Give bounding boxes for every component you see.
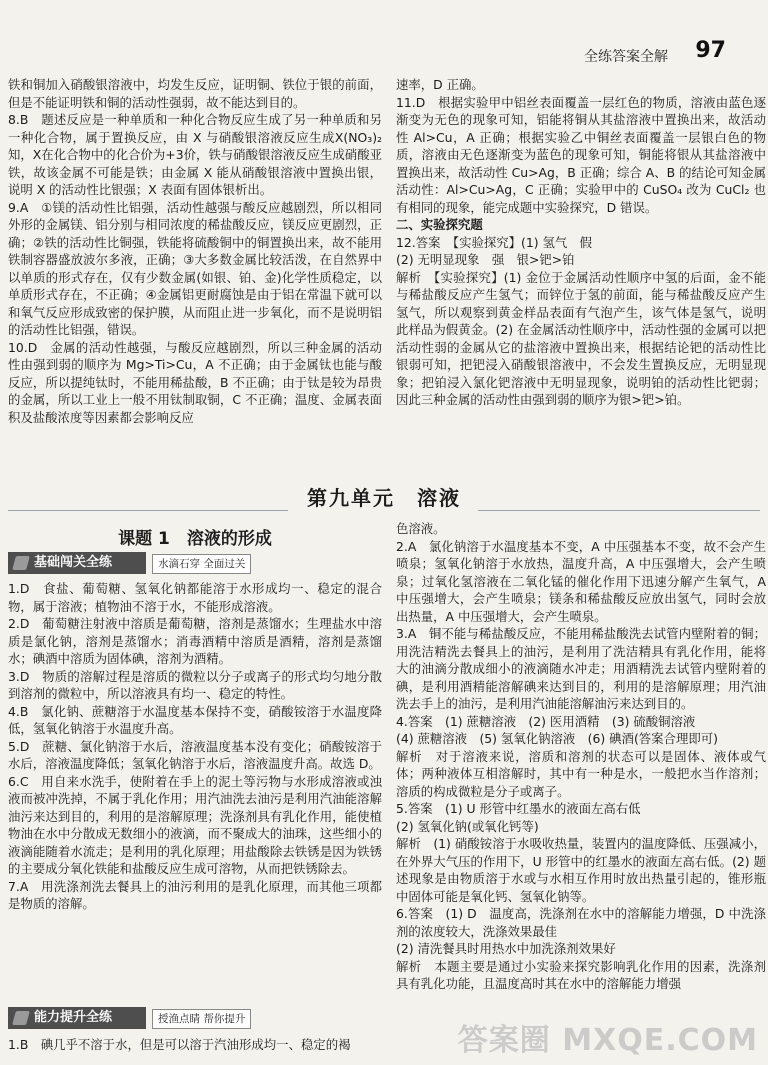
unit-title: 第九单元 溶液 <box>307 486 461 510</box>
explanation-12: 解析 【实验探究】(1) 金位于金属活动性顺序中氢的后面，金不能与稀盐酸反应产生氢气；而锌位于氢的前面，能与稀盐酸反应产生氢气，所以观察到黄金样品表面有气泡产生，该气体是氢气，说明此样品为假黄金。(2) 在金属活动性顺序中，活动性强的金属可以把活动性弱的金属从它的盐溶液中置换出来，根据结论钯的活动性比银弱可知，把钯浸入硝酸银溶液中，不会发生置换反应，无明显现象；把铂浸入氯化钯溶液中无明显现象，说明铂的活动性比钯弱；因此三种金属的活动性由强到弱的顺序为银>钯>铂。 <box>396 269 766 407</box>
watermark: 答案圈 MXQE.COM <box>457 1023 758 1058</box>
header-title: 全练答案全解 <box>584 49 668 65</box>
section-bar-ability <box>8 1007 382 1029</box>
section-label-text: 能力提升全练 <box>34 1010 113 1025</box>
left-column-ability <box>8 1036 382 1054</box>
section-bar-basic <box>8 552 382 574</box>
explanation-6: 解析 本题主要是通过小实验来探究影响乳化作用的因素，洗涤剂具有乳化功能，且温度高时其在水中的溶解能力增强 <box>396 958 766 991</box>
section-tag: 授渔点睛 帮你提升 <box>152 1009 251 1029</box>
left-column-top <box>8 76 382 426</box>
answer-1: 1.D 食盐、葡萄糖、氢氧化钠都能溶于水形成均一、稳定的混合物，属于溶液；植物油不溶于水，不能形成溶液。 <box>8 581 382 614</box>
page-header <box>0 0 768 70</box>
lesson-title: 课题 1 溶液的形成 <box>118 529 272 549</box>
section-label <box>8 1007 146 1029</box>
section-label-text: 基础闯关全练 <box>34 555 113 570</box>
answer-12: 12.答案 【实验探究】(1) 氢气 假 (2) 无明显现象 强 银>钯>铂 <box>396 234 593 267</box>
answer-2: 2.D 葡萄糖注射液中溶质是葡萄糖，溶剂是蒸馏水；生理盐水中溶质是氯化钠，溶剂是蒸馏水；消毒酒精中溶质是酒精，溶剂是蒸馏水；碘酒中溶质为固体碘，溶剂为酒精。 <box>8 616 382 666</box>
section-heading: 二、实验探究题 <box>396 217 483 232</box>
paragraph: 铁和铜加入硝酸银溶液中，均发生反应，证明铜、铁位于银的前面，但是不能证明铁和铜的活动性强弱，故不能达到目的。 <box>8 77 382 110</box>
left-column-bottom <box>8 580 382 913</box>
answer-2: 2.A 氯化钠溶于水温度基本不变，A 中压强基本不变，故不会产生喷泉；氢氧化钠溶于水放热，温度升高，A 中压强增大，会产生喷泉；过氧化氢溶液在二氧化锰的催化作用下迅速分解产生氧气，A 中压强增大，会产生喷泉；镁条和稀盐酸反应放出氢气，同时会放出热量，A 中压强增大，会产生喷泉。 <box>396 538 766 624</box>
answer-ability-1: 1.B 碘几乎不溶于水，但是可以溶于汽油形成均一、稳定的褐 <box>8 1037 351 1052</box>
answer-3: 3.D 物质的溶解过程是溶质的微粒以分子或离子的形式均匀地分散到溶剂的微粒中，所以溶液具有均一、稳定的特性。 <box>8 668 382 701</box>
answer-3: 3.A 铜不能与稀盐酸反应，不能用稀盐酸洗去试管内壁附着的铜；用洗洁精洗去餐具上的油污，是利用了洗洁精具有乳化作用，能将大的油滴分散成细小的液滴随水冲走；用酒精洗去试管内壁附着的碘，是利用酒精能溶解碘来达到目的，利用的是溶解原理；用汽油洗去手上的油污，是利用汽油能溶解油污来达到目的。 <box>396 626 766 711</box>
answer-4: 4.B 氯化钠、蔗糖溶于水温度基本保持不变，硝酸铵溶于水温度降低，氢氧化钠溶于水温度升高。 <box>8 703 382 736</box>
paragraph: 速率，D 正确。 <box>396 77 484 92</box>
answer-9: 9.A ①镁的活动性比铝强，活动性越强与酸反应越剧烈，所以相同外形的金属镁、铝分别与相同浓度的稀盐酸反应，镁反应更剧烈，正确；②铁的活动性比铜强，铁能将硫酸铜中的铜置换出来，故不能用铁制容器盛放波尔多液，正确；③大多数金属比较活泼，在自然界中以单质的形式存在，仅有少数金属(如银、铂、金)化学性质稳定，以单质形式存在，不正确；④金属铝更耐腐蚀是由于铝在常温下就可以和氧气反应形成致密的保护膜，从而阻止进一步氧化，而不是说明铝的活动性比铝强，错误。 <box>8 199 382 337</box>
right-column-top <box>396 76 766 409</box>
pencil-icon <box>12 1011 30 1025</box>
answer-8: 8.B 题述反应是一种单质和一种化合物反应生成了另一种单质和另一种化合物，属于置换反应，由 X 与硝酸银溶液反应生成X(NO₃)₂ 知，X在化合物中的化合价为+3价，铁与硝酸银溶液反应生成硝酸亚铁，故该金属不可能是铁；由金属 X 能从硝酸银溶液中置换出银，说明 X 的活动性比银强；X 表面有固体银析出。 <box>8 112 382 197</box>
answer-11: 11.D 根据实验甲中铝丝表面覆盖一层红色的物质，溶液由蓝色逐渐变为无色的现象可知，铝能将铜从其盐溶液中置换出来，故活动性 Al>Cu，A 正确；根据实验乙中铜丝表面覆盖一层银白色的物质，溶液由无色逐渐变为蓝色的现象可知，铜能将银从其盐溶液中置换出来，故活动性 Cu>Ag，B 正确；综合 A、B 的结论可知金属活动性：Al>Cu>Ag，C 正确；实验甲中的 CuSO₄ 改为 CuCl₂ 也有相同的现象，能完成题中实验探究，D 错误。 <box>396 94 766 215</box>
paragraph: 色溶液。 <box>396 521 446 536</box>
section-label <box>8 552 146 574</box>
section-tag: 水滴石穿 全面过关 <box>152 554 251 574</box>
answer-6: 6.C 用自来水洗手，使附着在手上的泥土等污物与水形成溶液或浊液而被冲洗掉，不属于乳化作用；用汽油洗去油污是利用汽油能溶解油污来达到目的，利用的是溶解原理；洗涤剂具有乳化作用，能使植物油在水中分散成无数细小的液滴，而不聚成大的油珠，这些细小的液滴能随着水流走；是利用的乳化原理；用盐酸除去铁锈是因为铁锈的主要成分氧化铁能和盐酸反应生成可溶物，从而把铁锈除去。 <box>8 773 382 876</box>
answer-10: 10.D 金属的活动性越强，与酸反应越剧烈，所以三种金属的活动性由强到弱的顺序为 Mg>Ti>Cu，A 不正确；由于金属钛也能与酸反应，所以提纯钛时，不能用稀盐酸，B 不正确；由于钛是较为昂贵的金属，所以工业上一般不用钛制取铜，C 不正确；温度、金属表面积及盐酸浓度等因素都会影响反应 <box>8 339 382 425</box>
page-number: 97 <box>695 38 726 63</box>
answer-6: 6.答案 (1) D 温度高，洗涤剂在水中的溶解能力增强，D 中洗涤剂的浓度较大，洗涤效果最佳 (2) 清洗餐具时用热水中加洗涤剂效果好 <box>396 906 766 956</box>
right-column-bottom <box>396 520 766 993</box>
pencil-icon <box>12 556 30 570</box>
answer-5: 5.D 蔗糖、氯化钠溶于水后，溶液温度基本没有变化；硝酸铵溶于水后，溶液温度降低；氢氧化钠溶于水后，溶液温度升高。故选 D。 <box>8 738 382 771</box>
explanation-5: 解析 (1) 硝酸铵溶于水吸收热量，装置内的温度降低、压强减小，在外界大气压的作用下，U 形管中的红墨水的液面左高右低。(2) 题述现象是由物质溶于水或与水相互作用时放出热量引起的，锥形瓶中固体可能是氧化钙、氢氧化钠等。 <box>396 836 766 904</box>
answer-5: 5.答案 (1) U 形管中红墨水的液面左高右低 (2) 氢氧化钠(或氧化钙等) <box>396 801 641 834</box>
explanation-4: 解析 对于溶液来说，溶质和溶剂的状态可以是固体、液体或气体；两种液体互相溶解时，其中有一种是水，一般把水当作溶剂；溶质的构成微粒是分子或离子。 <box>396 748 766 799</box>
answer-7: 7.A 用洗涤剂洗去餐具上的油污利用的是乳化原理，而其他三项都是物质的溶解。 <box>8 878 382 911</box>
answer-4: 4.答案 (1) 蔗糖溶液 (2) 医用酒精 (3) 硫酸铜溶液 (4) 蔗糖溶液 (5) 氢氧化钠溶液 (6) 碘酒(答案合理即可) <box>396 713 718 746</box>
